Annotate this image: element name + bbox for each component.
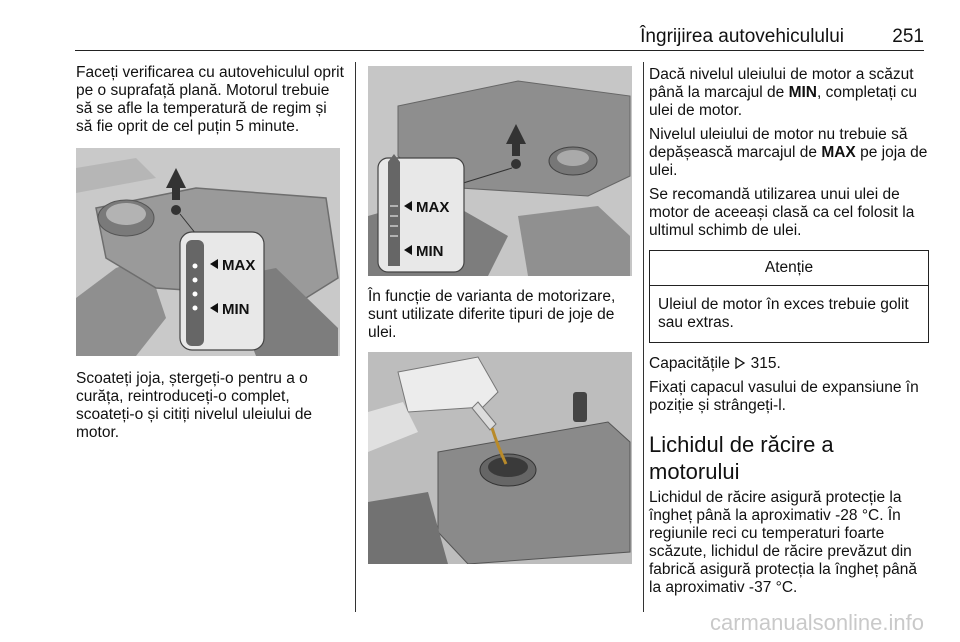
min-mark-bold: MIN xyxy=(788,84,818,101)
section-title: Îngrijirea autovehiculului xyxy=(640,26,844,47)
column-3 xyxy=(649,66,929,603)
figure-dipstick-engine-2 xyxy=(368,66,632,276)
min-label: MIN xyxy=(222,301,250,318)
filler-cap-icon xyxy=(573,392,587,422)
paragraph-oil-recommendation: Se recomandă utilizarea unui ulei de motor de aceeași clasă ca cel folosit la ultimul schimb de ulei. xyxy=(649,186,915,239)
figure-dipstick-engine-1 xyxy=(76,148,340,356)
column-2 xyxy=(368,66,636,564)
dipstick-cap-icon-2 xyxy=(511,159,521,169)
warning-body: Uleiul de motor în exces trebuie golit sau extras. xyxy=(658,296,909,331)
watermark: carmanualsonline.info xyxy=(709,610,924,635)
column-divider-1 xyxy=(355,62,356,612)
page-reference-number[interactable]: 315. xyxy=(746,355,781,372)
dipstick-cap-icon xyxy=(171,205,181,215)
text-run: Dacă nivelul uleiului de motor a scăzut până la marcajul de xyxy=(649,66,914,101)
engine-illustration-2 xyxy=(368,66,632,276)
paragraph-fix-cap: Fixați capacul vasului de expansiune în poziție și strângeți-l. xyxy=(649,379,919,414)
paragraph-dipstick-types: În funcție de varianta de motorizare, sunt utilizate diferite tipuri de joje de ulei. xyxy=(368,288,616,341)
paragraph-min-level xyxy=(649,66,929,120)
paragraph-coolant: Lichidul de răcire asigură protecție la îngheț până la aproximativ -28 °C. În regiunile reci cu temperaturi foarte scăzute, lichidul de răcire prevăzut din fabrică asigură protecția la îngheț până la aproximativ -37 °C. xyxy=(649,489,917,596)
page-number: 251 xyxy=(892,26,924,47)
paragraph-max-level xyxy=(649,126,929,180)
warning-box xyxy=(649,250,929,343)
running-header xyxy=(75,26,924,50)
max-label: MAX xyxy=(222,257,256,274)
max-label-2: MAX xyxy=(416,199,450,216)
engine-illustration xyxy=(76,148,340,356)
min-label-2: MIN xyxy=(416,243,444,260)
text-run: Nivelul uleiului de motor nu trebuie să depășească marcajul de xyxy=(649,126,908,161)
paragraph-remove-dipstick: Scoateți joja, ștergeți-o pentru a o curăța, reintroduceți-o complet, scoateți-o și citiți nivelul uleiului de motor. xyxy=(76,370,313,441)
section-heading-coolant: Lichidul de răcire a motorului xyxy=(649,432,834,484)
column-1 xyxy=(76,64,346,448)
oil-filling-illustration xyxy=(368,352,632,564)
text-run: , completați cu ulei de motor. xyxy=(649,84,917,119)
text-run: Capacitățile xyxy=(649,355,735,372)
max-mark-bold: MAX xyxy=(821,144,856,161)
paragraph-check-conditions: Faceți verificarea cu autovehiculul oprit pe o suprafață plană. Motorul trebuie să se afle la temperatură de regim și să fie oprit de cel puțin 5 minute. xyxy=(76,64,344,135)
figure-oil-filling xyxy=(368,352,632,564)
column-divider-2 xyxy=(643,62,644,612)
warning-title: Atenție xyxy=(650,251,928,286)
page-reference-arrow-icon xyxy=(734,357,746,369)
text-run: pe joja de ulei. xyxy=(649,144,928,179)
paragraph-capacities[interactable] xyxy=(649,355,929,373)
header-rule xyxy=(75,50,924,51)
